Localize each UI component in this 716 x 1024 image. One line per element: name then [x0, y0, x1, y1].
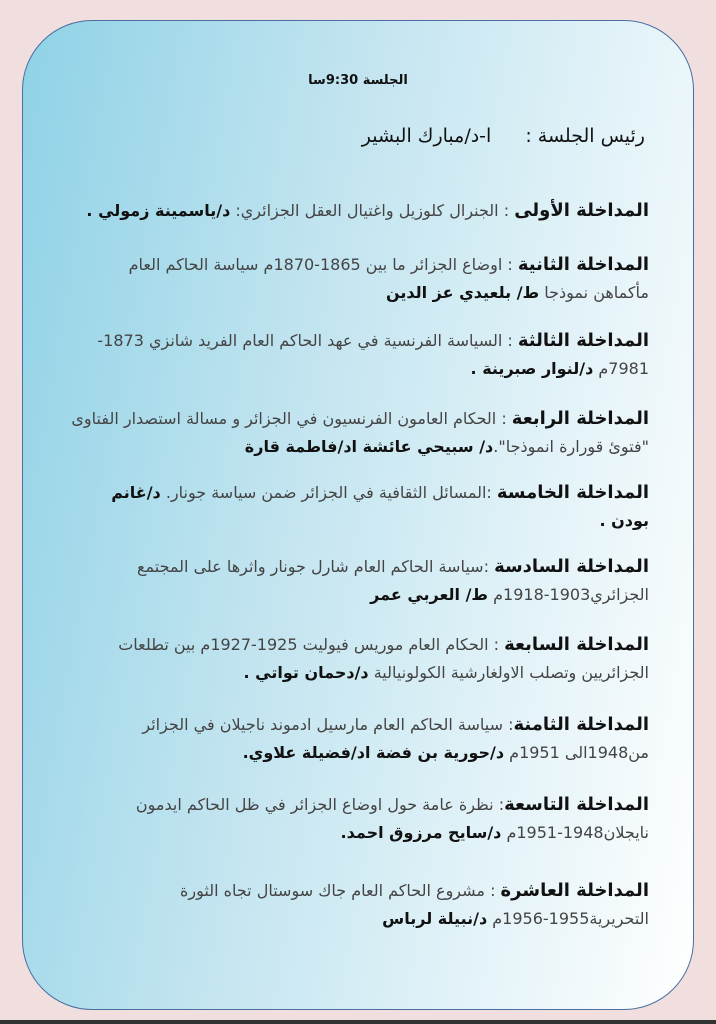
- talk-sep: :: [493, 795, 505, 814]
- talk-author: د/لنوار صبرينة .: [470, 359, 594, 378]
- talk-label: المداخلة التاسعة: [504, 794, 649, 815]
- talk-sep: :: [488, 635, 505, 654]
- talk-topic: السياسة الفرنسية في عهد الحاكم العام الفريد شانزي 1873-7981م: [97, 331, 649, 378]
- talk-author: د/نبيلة لرباس: [382, 909, 488, 928]
- talk-10: [71, 877, 649, 933]
- session-title: الجلسة 9:30سا: [308, 73, 408, 88]
- program-card: [22, 20, 694, 1010]
- talk-2: [71, 251, 649, 307]
- talk-topic: الحكام العام موريس فيوليت 1925-1927م بين تطلعات الجزائريين وتصلب الاولغارشية الكولونيالية: [118, 635, 649, 682]
- talk-label: المداخلة الثامنة: [513, 714, 649, 735]
- bottom-border: [0, 1020, 716, 1024]
- talk-author: د/سايح مرزوق احمد.: [340, 823, 502, 842]
- talk-author: د/حورية بن فضة اد/فضيلة علاوي.: [242, 743, 505, 762]
- session-chair: [362, 125, 645, 147]
- talk-author: ط/ بلعيدي عز الدين: [385, 283, 540, 302]
- talk-6: [71, 553, 649, 609]
- talk-sep: :: [484, 881, 501, 900]
- talk-sep: :: [486, 483, 497, 502]
- talk-label: المداخلة السادسة: [494, 556, 649, 577]
- talk-9: [71, 791, 649, 847]
- talk-label: المداخلة الثالثة: [517, 330, 649, 351]
- talk-author: د/دحمان تواتي .: [243, 663, 369, 682]
- talk-topic: الجنرال كلوزيل واغتيال العقل الجزائري:: [230, 201, 499, 220]
- talk-topic: اوضاع الجزائر ما بين 1865-1870م سياسة الحاكم العام مأكماهن نموذجا: [128, 255, 649, 302]
- talk-sep: :: [502, 331, 518, 350]
- talk-topic: سياسة الحاكم العام شارل جونار واثرها على المجتمع الجزائري1903-1918م: [136, 557, 649, 604]
- talk-3: [71, 327, 649, 383]
- talk-author: د/غانم بودن .: [111, 483, 649, 530]
- talk-topic: نظرة عامة حول اوضاع الجزائر في ظل الحاكم ايدمون نايجلان1948-1951م: [135, 795, 649, 842]
- talk-8: [71, 711, 649, 767]
- talk-author: ط/ العربي عمر: [370, 585, 489, 604]
- talk-sep: :: [503, 715, 514, 734]
- talk-topic: الحكام العامون الفرنسيون في الجزائر و مسالة استصدار الفتاوى "فتوئ قورارة انموذجا".: [71, 409, 649, 456]
- talk-label: المداخلة الرابعة: [511, 408, 649, 429]
- talk-1: [71, 197, 649, 225]
- talk-topic: سياسة الحاكم العام مارسيل ادموند ناجيلان في الجزائر من1948الى 1951م: [142, 715, 649, 762]
- talk-topic: المسائل الثقافية في الجزائر ضمن سياسة جونار.: [160, 483, 487, 502]
- talk-4: [71, 405, 649, 461]
- chair-name: ا-د/مبارك البشير: [361, 125, 492, 147]
- talk-label: المداخلة الثانية: [517, 254, 649, 275]
- talk-7: [71, 631, 649, 687]
- talk-label: المداخلة الأولى: [514, 200, 649, 221]
- talk-label: المداخلة السابعة: [504, 634, 649, 655]
- talk-author: د/ياسمينة زمولي .: [86, 201, 231, 220]
- talk-sep: :: [502, 255, 518, 274]
- talk-sep: :: [498, 201, 515, 220]
- talk-label: المداخلة العاشرة: [500, 880, 649, 901]
- talk-label: المداخلة الخامسة: [496, 482, 649, 503]
- talk-sep: :: [496, 409, 512, 428]
- talk-author: د/ سبيحي عائشة اد/فاطمة قارة: [244, 437, 494, 456]
- chair-label: رئيس الجلسة :: [525, 125, 645, 147]
- talk-5: [71, 479, 649, 535]
- talk-sep: :: [483, 557, 495, 576]
- talk-topic: مشروع الحاكم العام جاك سوستال تجاه الثورة التحريرية1955-1956م: [179, 881, 649, 928]
